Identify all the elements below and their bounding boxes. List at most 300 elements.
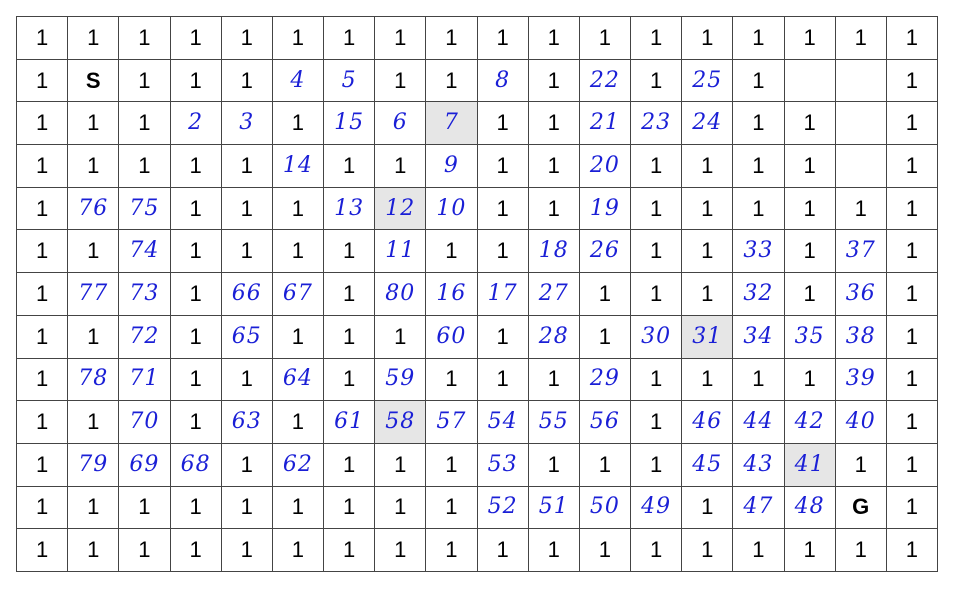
cell-value: 4	[290, 67, 306, 93]
cell-value: 16	[436, 280, 467, 306]
wall-cell	[785, 17, 836, 60]
cell-value: 1	[905, 537, 919, 563]
cell-value: 1	[752, 366, 765, 392]
cell-value: 80	[385, 280, 416, 306]
cell-value: 1	[598, 451, 612, 477]
cell-value: 1	[649, 451, 663, 477]
wall-cell	[324, 529, 375, 572]
cell-value: 1	[240, 537, 253, 563]
step-cell	[119, 273, 170, 316]
step-cell	[426, 145, 477, 188]
cell-value: 1	[35, 195, 49, 221]
cell-value: 7	[443, 110, 459, 136]
step-cell	[631, 102, 682, 145]
wall-cell	[785, 529, 836, 572]
cell-value: 1	[394, 24, 407, 50]
wall-cell	[836, 529, 887, 572]
step-cell	[273, 444, 324, 487]
wall-cell	[17, 188, 68, 231]
cell-value: 1	[138, 110, 151, 136]
cell-value: 24	[692, 110, 723, 136]
cell-value: 12	[385, 195, 416, 221]
cell-value: 76	[78, 195, 109, 221]
cell-value: 44	[743, 409, 774, 435]
cell-value: 1	[496, 110, 509, 136]
wall-cell	[222, 359, 273, 402]
cell-value: 1	[854, 24, 867, 50]
wall-cell	[171, 529, 222, 572]
step-cell	[375, 273, 426, 316]
step-cell	[836, 401, 887, 444]
wall-cell	[426, 444, 477, 487]
cell-value: 1	[138, 494, 151, 520]
cell-value: 1	[291, 195, 305, 221]
cell-value: 1	[649, 238, 663, 264]
cell-value: 1	[291, 537, 305, 563]
cell-value: 1	[87, 152, 100, 178]
cell-value: 52	[487, 494, 518, 520]
cell-value: 1	[905, 152, 919, 178]
cell-value: 1	[701, 366, 714, 392]
wall-cell	[478, 529, 529, 572]
wall-cell	[785, 230, 836, 273]
wall-cell	[426, 230, 477, 273]
wall-cell	[631, 529, 682, 572]
cell-value: 50	[589, 494, 620, 520]
cell-value: 1	[291, 323, 305, 349]
step-cell	[682, 401, 733, 444]
cell-value: 40	[845, 409, 876, 435]
step-cell	[836, 359, 887, 402]
wall-cell	[733, 17, 784, 60]
step-cell	[375, 102, 426, 145]
step-cell	[324, 60, 375, 103]
wall-cell	[682, 487, 733, 530]
wall-cell	[529, 359, 580, 402]
cell-value: 1	[189, 24, 202, 50]
step-cell	[580, 145, 631, 188]
wall-cell	[733, 359, 784, 402]
cell-value: 1	[905, 409, 919, 435]
step-cell	[171, 102, 222, 145]
wall-cell	[887, 145, 938, 188]
step-cell	[836, 273, 887, 316]
cell-value: 62	[282, 451, 313, 477]
step-cell	[682, 316, 733, 359]
cell-value: 1	[394, 494, 407, 520]
step-cell	[375, 230, 426, 273]
step-cell	[733, 487, 784, 530]
wall-cell	[682, 17, 733, 60]
wall-cell	[529, 60, 580, 103]
wall-cell	[222, 145, 273, 188]
cell-value: 1	[291, 24, 305, 50]
cell-value: 1	[342, 24, 356, 50]
cell-value: 1	[445, 67, 458, 93]
wall-cell	[836, 188, 887, 231]
cell-value: 1	[445, 451, 458, 477]
cell-value: 22	[589, 67, 620, 93]
step-cell	[785, 487, 836, 530]
cell-value: 14	[282, 152, 313, 178]
cell-value: 1	[138, 152, 151, 178]
step-cell	[529, 273, 580, 316]
step-cell	[68, 444, 119, 487]
cell-value: 46	[692, 409, 723, 435]
wall-cell	[580, 444, 631, 487]
wall-cell	[68, 17, 119, 60]
cell-value: 13	[334, 195, 365, 221]
wall-cell	[733, 60, 784, 103]
cell-value: 43	[743, 451, 774, 477]
wall-cell	[733, 102, 784, 145]
wall-cell	[785, 359, 836, 402]
wall-cell	[171, 60, 222, 103]
cell-value: 1	[752, 67, 765, 93]
step-cell	[785, 444, 836, 487]
cell-value: 1	[803, 110, 816, 136]
step-cell	[785, 401, 836, 444]
cell-value: 57	[436, 409, 467, 435]
cell-value: 42	[794, 409, 825, 435]
wall-cell	[119, 17, 170, 60]
wall-cell	[529, 145, 580, 188]
cell-value: 1	[35, 67, 49, 93]
step-cell	[68, 273, 119, 316]
step-cell	[631, 487, 682, 530]
cell-value: 8	[495, 67, 511, 93]
cell-value: 26	[589, 238, 620, 264]
wall-cell	[529, 529, 580, 572]
wall-cell	[273, 401, 324, 444]
cell-value: 1	[496, 537, 509, 563]
cell-value: 15	[334, 110, 365, 136]
cell-value: 1	[240, 238, 253, 264]
cell-value: 1	[905, 451, 919, 477]
cell-value: 1	[87, 323, 100, 349]
wall-cell	[887, 60, 938, 103]
cell-value: 1	[394, 323, 407, 349]
wall-cell	[171, 230, 222, 273]
cell-value: 1	[35, 451, 49, 477]
wall-cell	[426, 529, 477, 572]
wall-cell	[785, 273, 836, 316]
cell-value: 1	[35, 110, 49, 136]
wall-cell	[887, 188, 938, 231]
cell-value: 3	[239, 110, 255, 136]
cell-value: 51	[538, 494, 569, 520]
step-cell	[119, 359, 170, 402]
wall-cell	[119, 145, 170, 188]
wall-cell	[222, 17, 273, 60]
wall-cell	[478, 230, 529, 273]
cell-value: 1	[342, 451, 356, 477]
wall-cell	[375, 316, 426, 359]
wall-cell	[324, 359, 375, 402]
step-cell	[426, 316, 477, 359]
cell-value: 45	[692, 451, 723, 477]
goal-cell	[836, 487, 887, 530]
wall-cell	[324, 444, 375, 487]
cell-value: 19	[589, 195, 620, 221]
wall-cell	[478, 145, 529, 188]
cell-value: 1	[905, 110, 919, 136]
wall-cell	[222, 60, 273, 103]
wall-cell	[17, 359, 68, 402]
cell-value: 1	[87, 110, 100, 136]
cell-value: 79	[78, 451, 109, 477]
cell-value: 25	[692, 67, 723, 93]
wall-cell	[836, 444, 887, 487]
cell-value: 1	[496, 238, 509, 264]
cell-value: 1	[87, 537, 100, 563]
step-cell	[68, 188, 119, 231]
cell-value: 1	[240, 24, 253, 50]
cell-value: 41	[794, 451, 825, 477]
cell-value: 1	[496, 366, 509, 392]
cell-value: 61	[334, 409, 365, 435]
cell-value: 1	[35, 238, 49, 264]
cell-value: 36	[845, 280, 876, 306]
step-cell	[682, 102, 733, 145]
cell-value: 1	[138, 537, 151, 563]
wall-cell	[273, 529, 324, 572]
step-cell	[273, 273, 324, 316]
wall-cell	[273, 188, 324, 231]
wall-cell	[273, 230, 324, 273]
cell-value: 1	[496, 195, 509, 221]
cell-value: 1	[189, 409, 202, 435]
cell-value: 1	[35, 537, 49, 563]
cell-value: 1	[189, 238, 202, 264]
step-cell	[733, 401, 784, 444]
cell-value: 47	[743, 494, 774, 520]
cell-value: 1	[445, 494, 458, 520]
step-cell	[222, 102, 273, 145]
wall-cell	[273, 102, 324, 145]
cell-value: 1	[35, 280, 49, 306]
wall-cell	[68, 230, 119, 273]
wall-cell	[222, 188, 273, 231]
empty-cell	[785, 60, 836, 103]
cell-value: 1	[394, 451, 407, 477]
cell-value: 78	[78, 366, 109, 392]
cell-value: 1	[701, 494, 714, 520]
step-cell	[68, 359, 119, 402]
cell-value: 1	[905, 67, 919, 93]
cell-value: 1	[291, 409, 305, 435]
wall-cell	[119, 102, 170, 145]
cell-value: 73	[129, 280, 160, 306]
cell-value: 11	[385, 238, 416, 264]
step-cell	[580, 401, 631, 444]
cell-value: 28	[538, 323, 569, 349]
wall-cell	[478, 102, 529, 145]
cell-value: 1	[189, 67, 202, 93]
step-cell	[119, 188, 170, 231]
empty-cell	[836, 102, 887, 145]
wall-cell	[119, 529, 170, 572]
wall-cell	[631, 230, 682, 273]
cell-value: 56	[589, 409, 620, 435]
wall-cell	[580, 273, 631, 316]
cell-value: 1	[87, 409, 100, 435]
wall-cell	[887, 487, 938, 530]
step-cell	[580, 60, 631, 103]
cell-value: 1	[445, 537, 458, 563]
wall-cell	[171, 188, 222, 231]
wall-cell	[119, 487, 170, 530]
wall-cell	[682, 359, 733, 402]
cell-value: 58	[385, 409, 416, 435]
cell-value: 1	[701, 537, 714, 563]
cell-value: 33	[743, 238, 774, 264]
step-cell	[324, 401, 375, 444]
wall-cell	[733, 145, 784, 188]
cell-value: 10	[436, 195, 467, 221]
cell-value: 1	[240, 494, 253, 520]
cell-value: 1	[445, 366, 458, 392]
wall-cell	[887, 444, 938, 487]
wall-cell	[17, 529, 68, 572]
cell-value: 65	[231, 323, 262, 349]
step-cell	[119, 401, 170, 444]
cell-value: 1	[598, 323, 612, 349]
wall-cell	[375, 487, 426, 530]
wall-cell	[171, 401, 222, 444]
cell-value: 1	[701, 238, 714, 264]
cell-value: 54	[487, 409, 518, 435]
step-cell	[478, 401, 529, 444]
step-cell	[733, 444, 784, 487]
cell-value: 37	[845, 238, 876, 264]
wall-cell	[17, 401, 68, 444]
wall-cell	[529, 17, 580, 60]
cell-value: 1	[342, 366, 356, 392]
step-cell	[119, 230, 170, 273]
cell-value: 75	[129, 195, 160, 221]
cell-value: 1	[803, 280, 816, 306]
wall-cell	[887, 102, 938, 145]
wall-cell	[324, 17, 375, 60]
wall-cell	[631, 359, 682, 402]
wall-cell	[324, 145, 375, 188]
cell-value: 1	[35, 409, 49, 435]
cell-value: 1	[189, 152, 202, 178]
cell-value: 1	[189, 537, 202, 563]
cell-value: 1	[803, 195, 816, 221]
wall-cell	[222, 230, 273, 273]
cell-value: 1	[905, 323, 919, 349]
cell-value: 1	[445, 24, 458, 50]
wall-cell	[785, 188, 836, 231]
cell-value: G	[852, 494, 870, 520]
cell-value: 70	[129, 409, 160, 435]
step-cell	[682, 444, 733, 487]
step-cell	[580, 230, 631, 273]
wall-cell	[17, 487, 68, 530]
step-cell	[529, 316, 580, 359]
cell-value: 1	[291, 110, 305, 136]
cell-value: 39	[845, 366, 876, 392]
wall-cell	[171, 273, 222, 316]
wall-cell	[375, 60, 426, 103]
step-cell	[375, 401, 426, 444]
cell-value: 1	[803, 238, 816, 264]
cell-value: 1	[189, 366, 202, 392]
wall-cell	[426, 359, 477, 402]
cell-value: 74	[129, 238, 160, 264]
cell-value: 1	[35, 323, 49, 349]
step-cell	[426, 273, 477, 316]
cell-value: 1	[752, 195, 765, 221]
cell-value: 48	[794, 494, 825, 520]
wall-cell	[222, 529, 273, 572]
cell-value: 31	[692, 323, 723, 349]
cell-value: 1	[547, 195, 560, 221]
wall-cell	[375, 529, 426, 572]
cell-value: 29	[589, 366, 620, 392]
cell-value: 1	[35, 494, 49, 520]
step-cell	[580, 487, 631, 530]
cell-value: 1	[342, 323, 356, 349]
maze-grid	[16, 16, 938, 572]
cell-value: 1	[649, 366, 663, 392]
cell-value: 1	[87, 494, 100, 520]
wall-cell	[324, 316, 375, 359]
cell-value: 38	[845, 323, 876, 349]
wall-cell	[836, 17, 887, 60]
cell-value: 55	[538, 409, 569, 435]
wall-cell	[17, 273, 68, 316]
wall-cell	[426, 487, 477, 530]
cell-value: 1	[752, 537, 765, 563]
cell-value: 1	[803, 537, 816, 563]
wall-cell	[68, 316, 119, 359]
step-cell	[426, 102, 477, 145]
wall-cell	[529, 102, 580, 145]
wall-cell	[17, 102, 68, 145]
cell-value: 30	[641, 323, 672, 349]
wall-cell	[733, 188, 784, 231]
wall-cell	[478, 188, 529, 231]
wall-cell	[171, 145, 222, 188]
step-cell	[529, 487, 580, 530]
wall-cell	[733, 529, 784, 572]
cell-value: 1	[854, 537, 867, 563]
step-cell	[580, 188, 631, 231]
wall-cell	[631, 145, 682, 188]
cell-value: 1	[240, 67, 253, 93]
cell-value: 1	[342, 280, 356, 306]
cell-value: 68	[180, 451, 211, 477]
cell-value: 69	[129, 451, 160, 477]
wall-cell	[68, 145, 119, 188]
wall-cell	[580, 529, 631, 572]
cell-value: 21	[589, 110, 620, 136]
cell-value: 1	[189, 280, 202, 306]
cell-value: 1	[496, 152, 509, 178]
step-cell	[580, 359, 631, 402]
wall-cell	[273, 487, 324, 530]
cell-value: 1	[189, 195, 202, 221]
step-cell	[222, 401, 273, 444]
wall-cell	[426, 17, 477, 60]
cell-value: 1	[701, 195, 714, 221]
wall-cell	[631, 17, 682, 60]
cell-value: 1	[240, 152, 253, 178]
wall-cell	[273, 17, 324, 60]
